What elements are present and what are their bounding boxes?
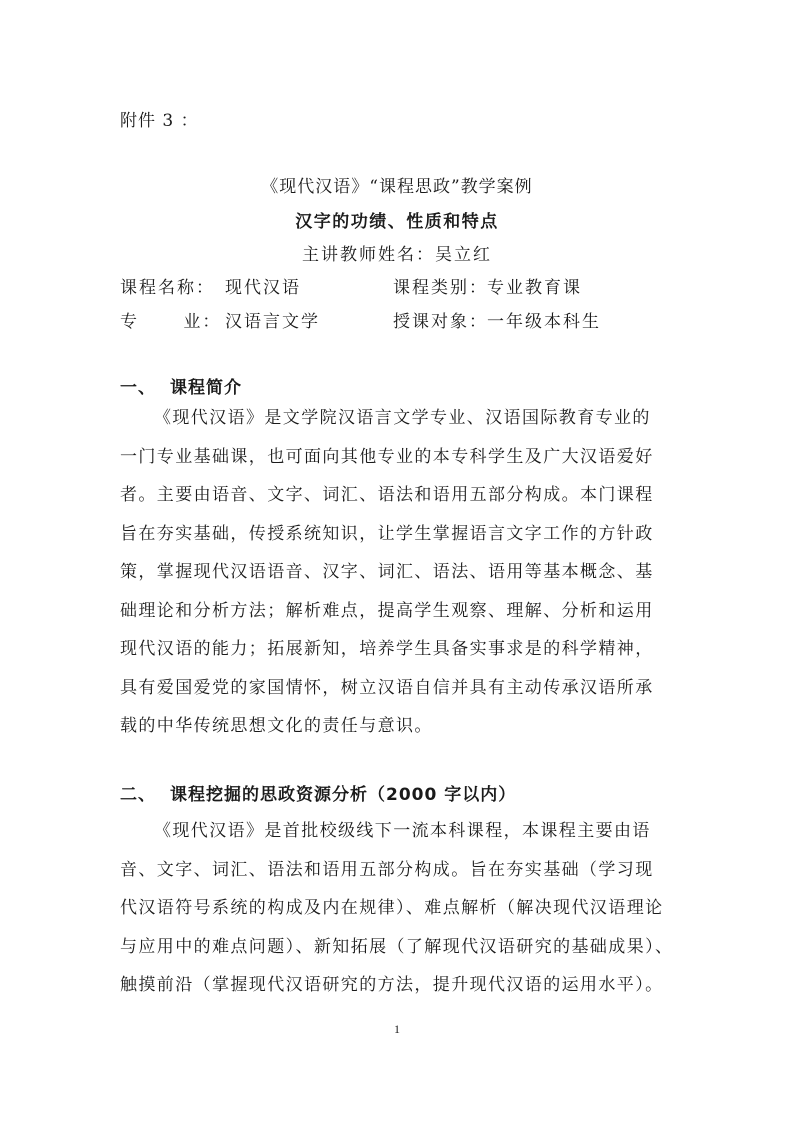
body-line: 者。主要由语音、文字、词汇、语法和语用五部分构成。本门课程: [120, 485, 654, 505]
course-type-label: 课程类别：: [393, 278, 488, 298]
course-name-label: 课程名称：: [120, 278, 215, 298]
body-line: 现代汉语的能力；拓展新知，培养学生具备实事求是的科学精神，: [120, 639, 654, 659]
body-line: 代汉语符号系统的构成及内在规律）、难点解析（解决现代汉语理论: [120, 898, 664, 918]
body-line: 策，掌握现代汉语语音、汉字、词汇、语法、语用等基本概念、基: [120, 562, 654, 582]
course-type-value: 专业教育课: [487, 278, 582, 298]
audience-label: 授课对象：: [393, 312, 488, 332]
attachment-label: 附件 3 ：: [120, 111, 199, 131]
body-line: 载的中华传统思想文化的责任与意识。: [120, 716, 433, 736]
body-line: 与应用中的难点问题）、新知拓展（了解现代汉语研究的基础成果）、: [120, 936, 674, 957]
teacher-name: 主讲教师姓名：吴立红: [302, 245, 492, 265]
course-name-value: 现代汉语: [225, 278, 301, 298]
body-line: 《现代汉语》是首批校级线下一流本科课程，本课程主要由语: [154, 821, 651, 841]
section-1-body: [120, 399, 690, 746]
major-label: 专 业：: [120, 312, 222, 332]
page-number: 1: [394, 1022, 400, 1036]
section-number: 二、: [120, 785, 156, 805]
audience-value: 一年级本科生: [487, 312, 601, 332]
document-subtitle: 汉字的功绩、性质和特点: [295, 212, 499, 232]
section-2-body: [120, 812, 690, 1005]
body-line: 触摸前沿（掌握现代汉语研究的方法，提升现代汉语的运用水平）。: [120, 975, 664, 995]
body-line: 具有爱国爱党的家国情怀，树立汉语自信并具有主动传承汉语所承: [120, 677, 654, 698]
section-heading-2: [120, 780, 516, 805]
body-line: 旨在夯实基础，传授系统知识，让学生掌握语言文字工作的方针政: [120, 523, 654, 544]
section-title: 课程挖掘的思政资源分析（2000 字以内）: [170, 785, 517, 805]
document-title: 《现代汉语》“课程思政”教学案例: [261, 177, 533, 197]
body-line: 音、文字、词汇、语法和语用五部分构成。旨在夯实基础（学习现: [120, 859, 654, 880]
body-line: 《现代汉语》是文学院汉语言文学专业、汉语国际教育专业的: [154, 408, 651, 428]
section-number: 一、: [120, 378, 156, 398]
section-title: 课程简介: [170, 378, 242, 398]
major-value: 汉语言文学: [225, 312, 320, 332]
body-line: 础理论和分析方法；解析难点，提高学生观察、理解、分析和运用: [120, 600, 654, 621]
section-heading-1: [120, 373, 242, 398]
body-line: 一门专业基础课，也可面向其他专业的本专科学生及广大汉语爱好: [120, 446, 654, 467]
